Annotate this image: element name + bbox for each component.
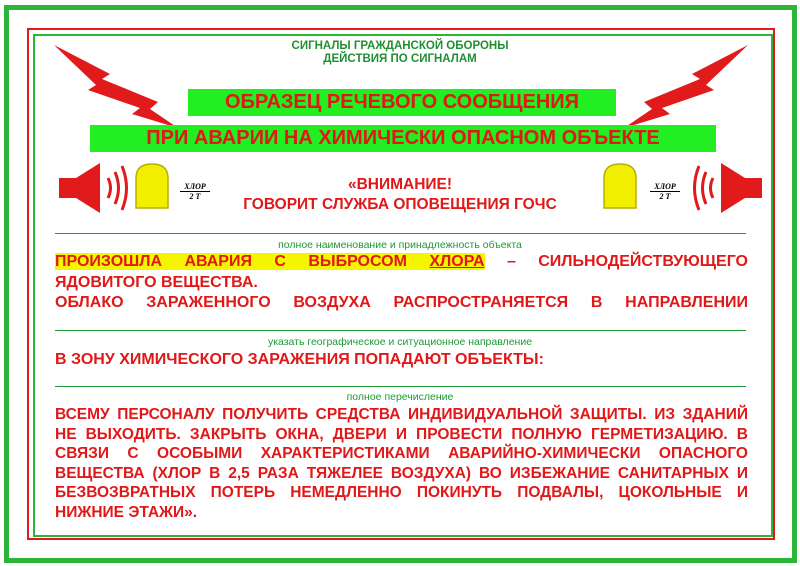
accident-text-suffix: – СИЛЬНОДЕЙСТВУЮЩЕГО xyxy=(506,253,748,270)
attention-line-1: «ВНИМАНИЕ! xyxy=(347,176,453,193)
header-line-1: СИГНАЛЫ ГРАЖДАНСКОЙ ОБОРОНЫ xyxy=(291,40,509,52)
loudspeaker-icon xyxy=(690,160,765,218)
accident-line-1 xyxy=(55,253,748,271)
accident-text: ПРОИЗОШЛА АВАРИЯ С ВЫБРОСОМ xyxy=(55,253,407,270)
sign-amount: 2 Т xyxy=(650,191,680,201)
hazard-sign-icon xyxy=(650,182,680,201)
fill-in-line-direction xyxy=(55,330,746,331)
warning-lamp-icon xyxy=(133,162,171,210)
attention-line-2: ГОВОРИТ СЛУЖБА ОПОВЕЩЕНИЯ ГОЧС xyxy=(243,196,557,213)
banner-title-1: ОБРАЗЕЦ РЕЧЕВОГО СООБЩЕНИЯ xyxy=(188,89,616,116)
warning-lamp-icon xyxy=(601,162,639,210)
sign-amount: 2 Т xyxy=(180,191,210,201)
caption-object: полное наименование и принадлежность объекта xyxy=(278,239,522,251)
sign-substance: ХЛОР xyxy=(184,182,206,191)
instructions-text: ВСЕМУ ПЕРСОНАЛУ ПОЛУЧИТЬ СРЕДСТВА ИНДИВИДУАЛЬНОЙ ЗАЩИТЫ. ИЗ ЗДАНИЙ НЕ ВЫХОДИТЬ. ЗАКРЫТЬ ОКНА, ДВЕРИ И ПРОВЕСТИ ПОЛНУЮ ГЕРМЕТИЗАЦИЮ. В СВЯЗИ С ОСОБЫМИ ХАРАКТЕРИСТИКАМИ АВАРИЙНО-ХИМИЧЕСКИ ОПАСНОГО ВЕЩЕСТВА (ХЛОР В 2,5 РАЗА ТЯЖЕЛЕЕ ВОЗДУХА) ВО ИЗБЕЖАНИЕ САНИТАРНЫХ И БЕЗВОЗВРАТНЫХ ПОТЕРЬ НЕМЕДЛЕННО ПОКИНУТЬ ПОДВАЛЫ, ЦОКОЛЬНЫЕ И НИЖНИЕ ЭТАЖИ». xyxy=(55,406,748,521)
caption-direction: указать географическое и ситуационное направление xyxy=(267,336,533,348)
header-line-2: ДЕЙСТВИЯ ПО СИГНАЛАМ xyxy=(323,53,477,65)
fill-in-line-listing xyxy=(55,386,746,387)
zone-objects-text: В ЗОНУ ХИМИЧЕСКОГО ЗАРАЖЕНИЯ ПОПАДАЮТ ОБЪЕКТЫ: xyxy=(55,351,544,368)
cloud-direction-text: ОБЛАКО ЗАРАЖЕННОГО ВОЗДУХА РАСПРОСТРАНЯЕТСЯ В НАПРАВЛЕНИИ xyxy=(55,294,748,311)
sign-substance: ХЛОР xyxy=(654,182,676,191)
accident-line-2: ЯДОВИТОГО ВЕЩЕСТВА. xyxy=(55,274,258,291)
caption-listing: полное перечисление xyxy=(346,391,454,403)
loudspeaker-icon xyxy=(56,160,131,218)
banner-title-2: ПРИ АВАРИИ НА ХИМИЧЕСКИ ОПАСНОМ ОБЪЕКТЕ xyxy=(90,125,716,152)
fill-in-line-object xyxy=(55,233,746,234)
substance-name: ХЛОРА xyxy=(429,253,485,270)
